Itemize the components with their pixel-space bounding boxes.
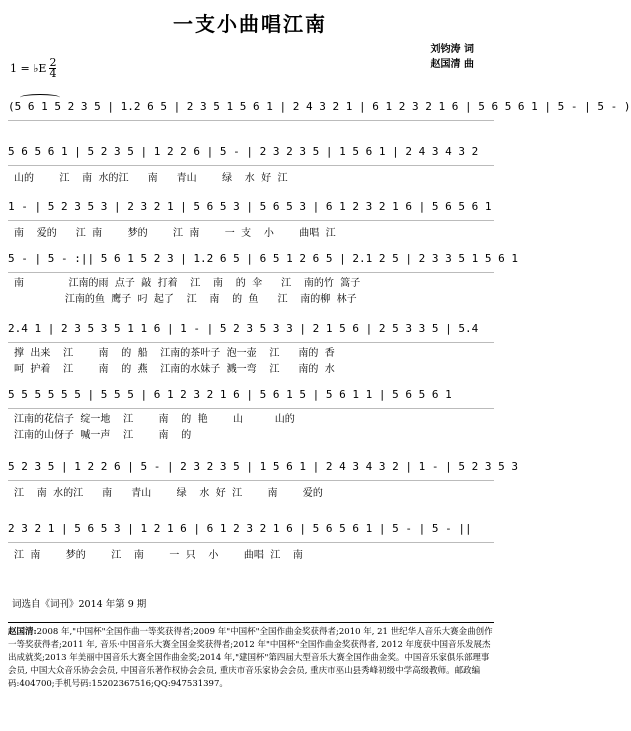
notation-line: 5 2 3 5 | 1 2 2 6 | 5 - | 2 3 2 3 5 | 1 5 6 1 | 2 4 3 4 3 2 | 1 - | 5 2 3 5 3 [8,460,494,481]
key-signature [10,58,56,79]
time-signature [49,58,56,79]
notation-line: 5 5 5 5 5 5 | 5 5 5 | 6 1 2 3 2 1 6 | 5 6 1 5 | 5 6 1 1 | 5 6 5 6 1 [8,388,494,409]
lyric-line: 撑 出来 江 南 的 船 江南的茶叶子 泡一壶 江 南的 香 [14,348,335,359]
source-note: 词选自《词刊》2014 年第 9 期 [12,599,147,610]
lyric-line: 山的 江 南 水的江 南 青山 绿 水 好 江 [14,173,288,184]
notation-line: 2 3 2 1 | 5 6 5 3 | 1 2 1 6 | 6 1 2 3 2 1 6 | 5 6 5 6 1 | 5 - | 5 - || [8,522,494,543]
time-bottom: 4 [49,67,57,80]
time-top: 2 [49,56,57,69]
lyric-line: 南 爱的 江 南 梦的 江 南 一 支 小 曲唱 江 [14,228,336,239]
notation-line: 5 - | 5 - :|| 5 6 1 5 2 3 | 1.2 6 5 | 6 5 1 2 6 5 | 2.1 2 5 | 2 3 3 5 1 5 6 1 [8,252,494,273]
lyric-line: 江南的鱼 鹰子 叼 起了 江 南 的 鱼 江 南的柳 林子 [14,294,357,305]
lyric-line: 江 南 梦的 江 南 一 只 小 曲唱 江 南 [14,550,303,561]
song-title: 一支小曲唱江南 [173,12,327,36]
notation-line: (5 6 1 5 2 3 5 | 1.2 6 5 | 2 3 5 1 5 6 1 | 2 4 3 2 1 | 6 1 2 3 2 1 6 | 5 6 5 6 1 | 5 - | 5 - ) [8,100,494,121]
notation-line: 5 6 5 6 1 | 5 2 3 5 | 1 2 2 6 | 5 - | 2 3 2 3 5 | 1 5 6 1 | 2 4 3 4 3 2 [8,145,494,166]
lyric-line: 江 南 水的江 南 青山 绿 水 好 江 南 爱的 [14,488,323,499]
composer-bio [8,622,494,730]
lyric-line: 呵 护着 江 南 的 燕 江南的水妹子 溅一弯 江 南的 水 [14,364,335,375]
lyric-line: 江南的花信子 绽一地 江 南 的 艳 山 山的 [14,414,295,425]
bio-text: 2008 年,"中国杯"全国作曲一等奖获得者;2009 年"中国杯"全国作曲金奖获得者;2010 年, 21 世纪华人音乐大赛金曲创作一等奖获得者;2011 年, 音乐·中国音乐大赛全国金奖获得者;2012 年"中国杯"全国作曲金奖获得者, 2012 年度获中国音乐发展杰出成就奖;2013 年美丽中国音乐大赛全国作曲金奖;2014 年,"建国杯"第四届大型音乐大赛全国作曲金奖。中国音乐家俱乐部理事会员, 中国大众音乐协会会员, 中国音乐著作权协会会员, 重庆市音乐家协会会员, 重庆市巫山县秀峰初级中学高级教师。邮政编码:404700;手机号码:15202367516;QQ:947531397。 [8,627,493,689]
composer-credit: 赵国清 曲 [430,59,474,70]
notation-line: 2.4 1 | 2 3 5 3 5 1 1 6 | 1 - | 5 2 3 5 3 3 | 2 1 5 6 | 2 5 3 3 5 | 5.4 [8,322,494,343]
lyric-line: 江南的山伢子 喊一声 江 南 的 [14,430,192,441]
key-label: 1 = ♭E [10,62,47,75]
lyricist-credit: 刘钧涛 词 [430,44,474,55]
lyric-line: 南 江南的雨 点子 敲 打着 江 南 的 伞 江 南的竹 篙子 [14,278,361,289]
bio-name: 赵国清: [8,627,37,637]
notation-line: 1 - | 5 2 3 5 3 | 2 3 2 1 | 5 6 5 3 | 5 6 5 3 | 6 1 2 3 2 1 6 | 5 6 5 6 1 [8,200,494,221]
